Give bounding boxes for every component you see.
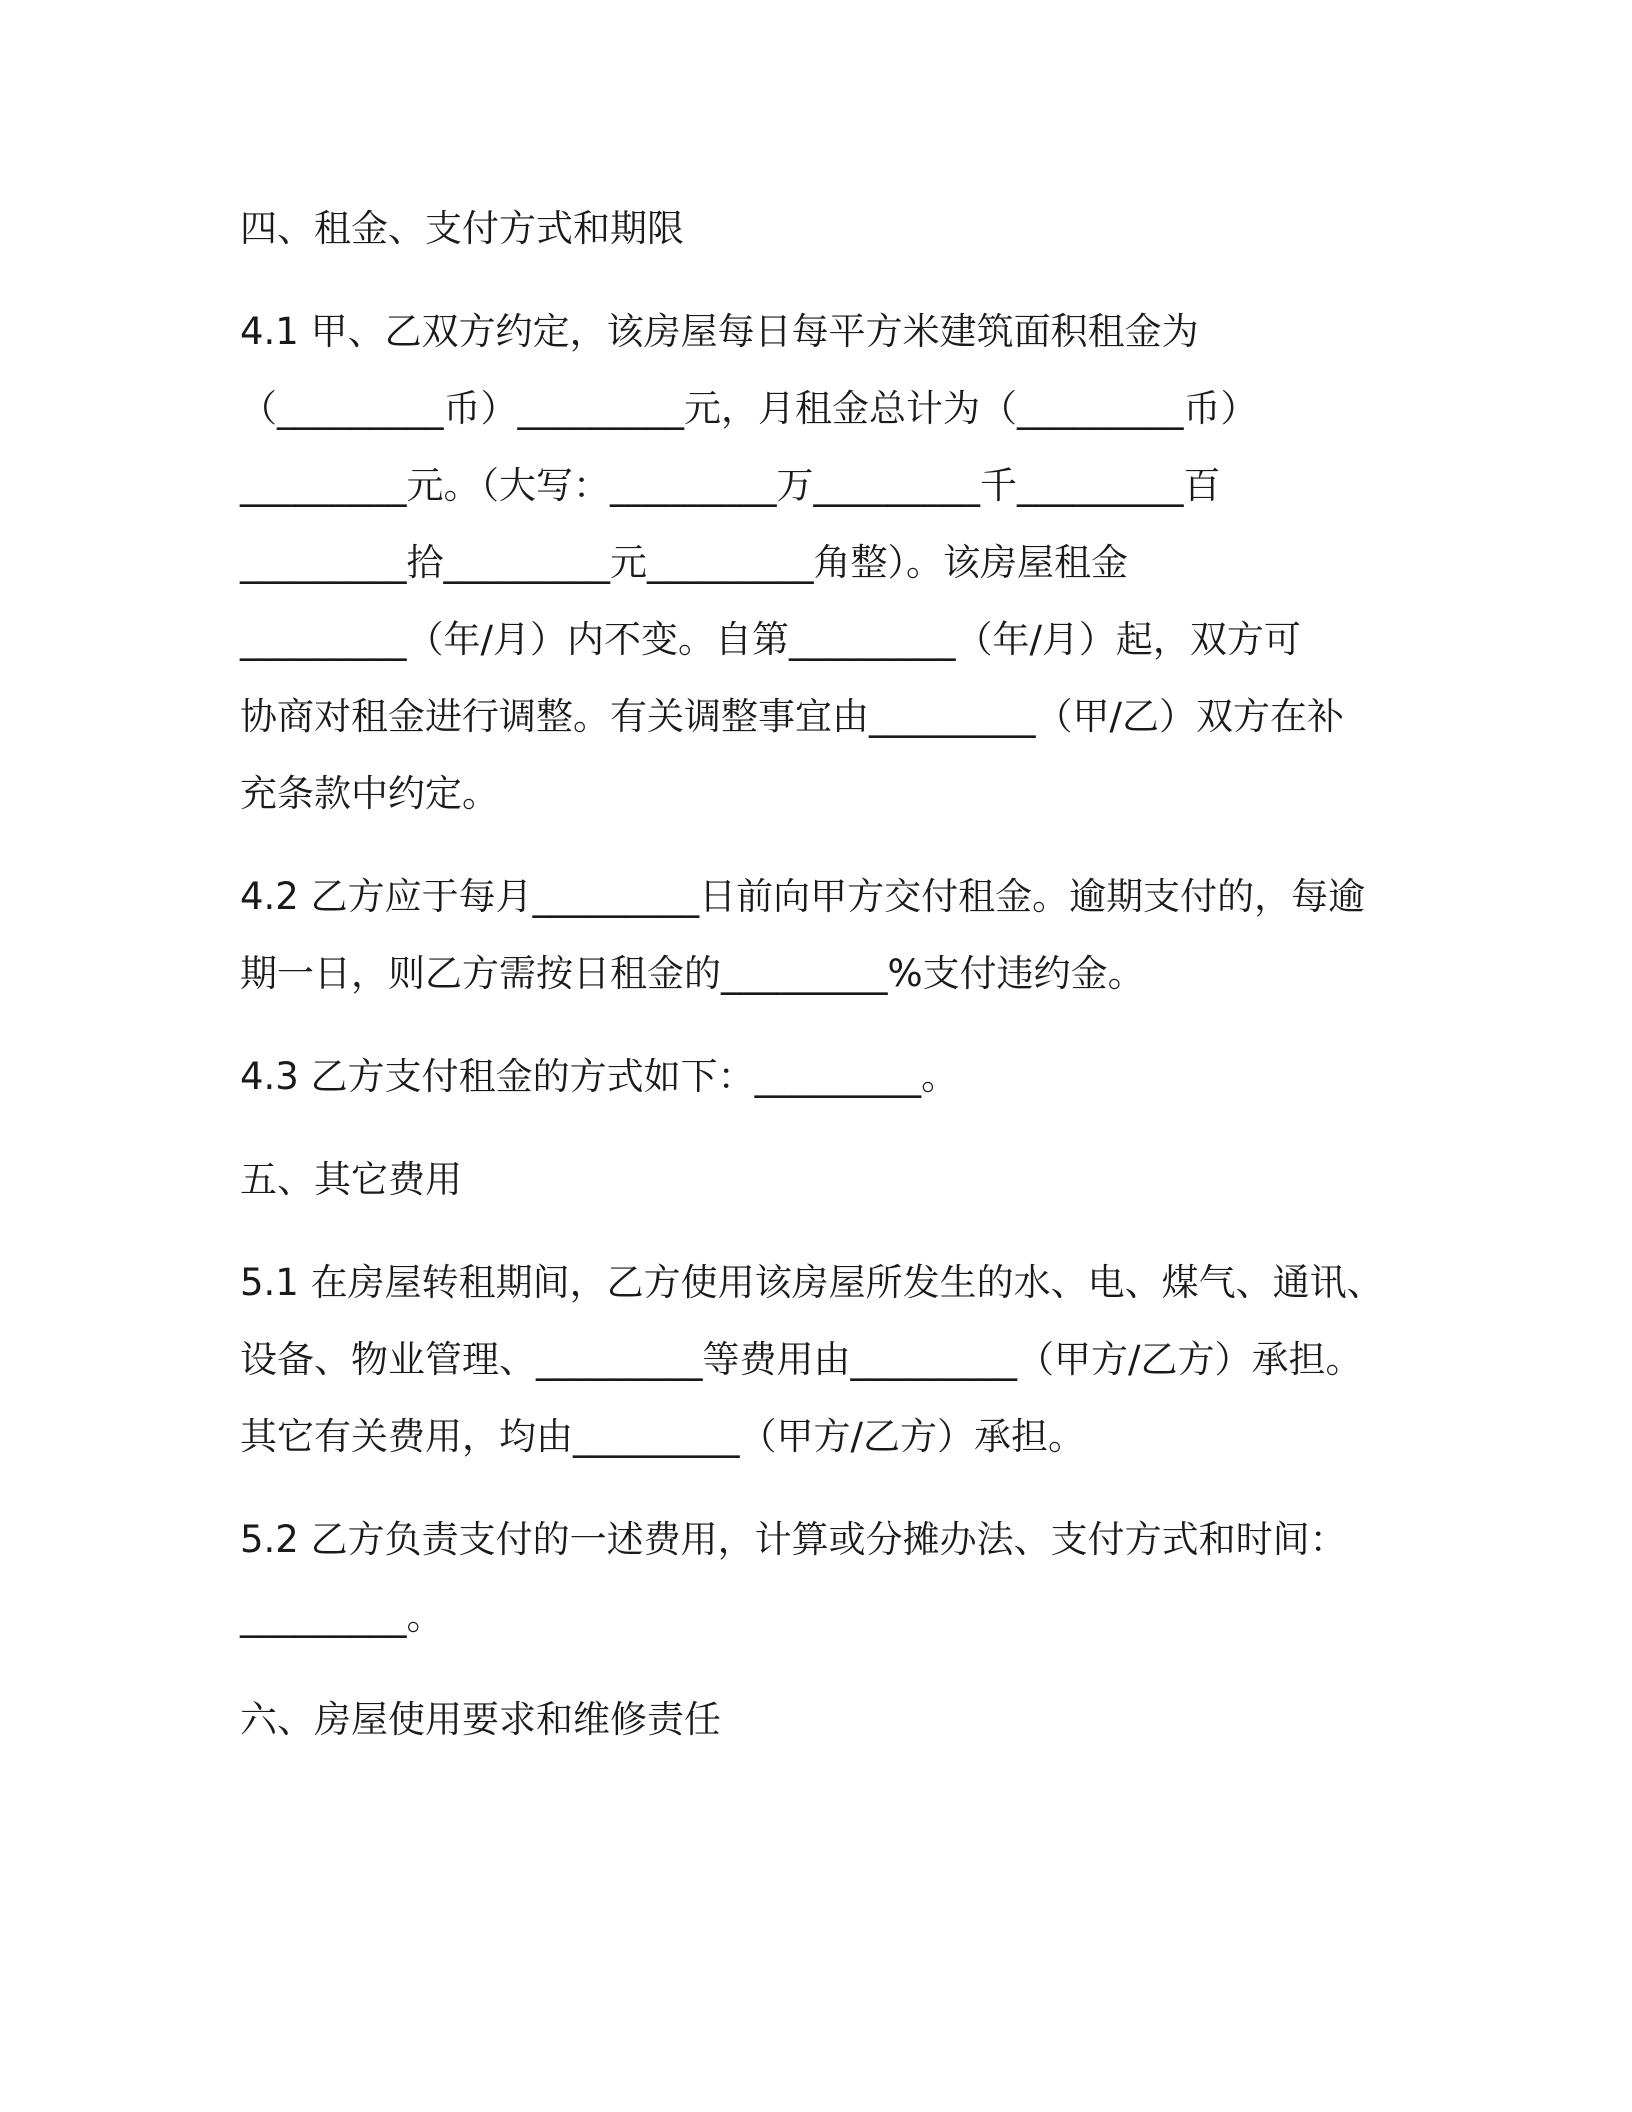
section-heading: 六、房屋使用要求和维修责任 <box>240 1698 721 1741</box>
paragraph-line: _________（年/月）内不变。自第_________（年/月）起，双方可 <box>240 618 1301 661</box>
paragraph-line: 设备、物业管理、_________等费用由_________（甲方/乙方）承担。 <box>240 1338 1363 1381</box>
section-heading: 五、其它费用 <box>240 1158 462 1201</box>
paragraph-line: 5.1 在房屋转租期间，乙方使用该房屋所发生的水、电、煤气、通讯、 <box>240 1261 1384 1304</box>
paragraph-gap <box>240 1115 1420 1141</box>
paragraph-line: 4.1 甲、乙双方约定，该房屋每日每平方米建筑面积租金为 <box>240 310 1199 353</box>
paragraph-gap <box>240 1012 1420 1038</box>
paragraph-line: 5.2 乙方负责支付的一述费用，计算或分摊办法、支付方式和时间： <box>240 1518 1347 1561</box>
paragraph-gap <box>240 1475 1420 1501</box>
paragraph-line: 期一日，则乙方需按日租金的_________%支付违约金。 <box>240 952 1145 995</box>
paragraph-line: _________元。（大写：_________万_________千_________百 <box>240 464 1221 507</box>
paragraph-line: _________拾_________元_________角整）。该房屋租金 <box>240 541 1128 584</box>
section-heading: 四、租金、支付方式和期限 <box>240 207 684 250</box>
paragraph-line: （_________币）_________元，月租金总计为（_________币） <box>240 387 1258 430</box>
paragraph-line: _________。 <box>240 1595 444 1638</box>
paragraph-line: 充条款中约定。 <box>240 772 499 815</box>
paragraph-gap <box>240 267 1420 293</box>
paragraph-line: 4.3 乙方支付租金的方式如下：_________。 <box>240 1055 959 1098</box>
paragraph-line: 4.2 乙方应于每月_________日前向甲方交付租金。逾期支付的，每逾 <box>240 875 1366 918</box>
paragraph-line: 协商对租金进行调整。有关调整事宜由_________（甲/乙）双方在补 <box>240 695 1344 738</box>
paragraph-line: 其它有关费用，均由_________（甲方/乙方）承担。 <box>240 1415 1085 1458</box>
paragraph-gap <box>240 1218 1420 1244</box>
paragraph-gap <box>240 832 1420 858</box>
document-page <box>240 190 1420 1758</box>
paragraph-gap <box>240 1655 1420 1681</box>
